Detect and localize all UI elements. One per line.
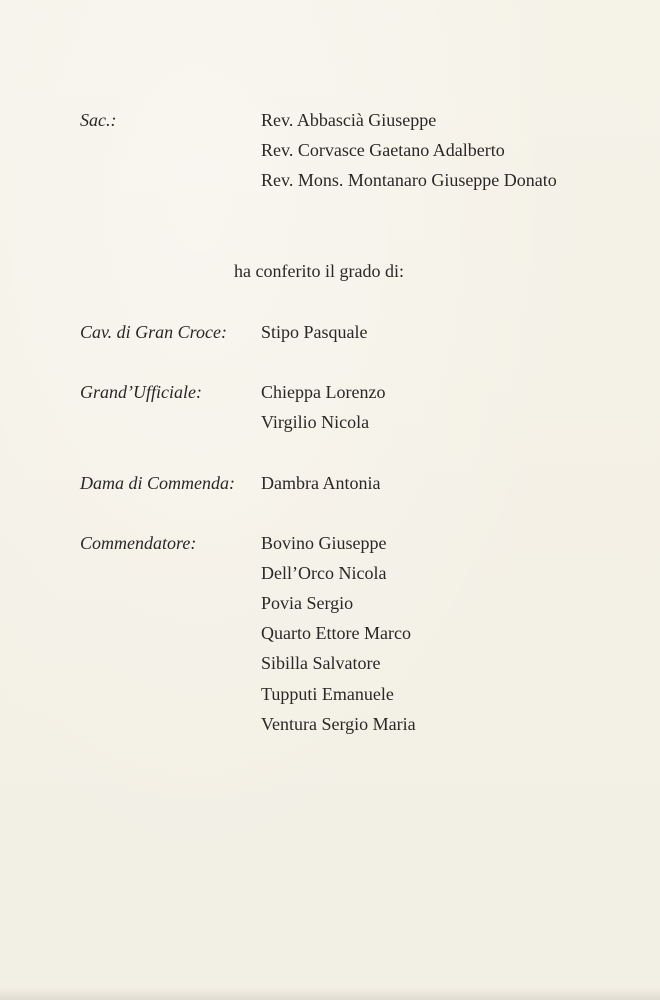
grand-ufficiale-name-1: Chieppa Lorenzo (261, 382, 386, 402)
gran-croce-row (0, 317, 660, 347)
commendatore-row-3 (0, 588, 660, 618)
grand-ufficiale-name-2: Virgilio Nicola (261, 412, 370, 432)
commendatore-name-4: Quarto Ettore Marco (261, 623, 411, 643)
grand-ufficiale-row-2 (0, 407, 660, 437)
dama-name-1: Dambra Antonia (261, 473, 381, 493)
page-bottom-edge (0, 988, 660, 1000)
commendatore-label: Commendatore: (80, 533, 197, 553)
dama-label: Dama di Commenda: (80, 473, 235, 493)
commendatore-row-7 (0, 709, 660, 739)
commendatore-row-4 (0, 618, 660, 648)
grand-ufficiale-label: Grand’Ufficiale: (80, 382, 202, 402)
gran-croce-name-1: Stipo Pasquale (261, 322, 368, 342)
commendatore-name-7: Ventura Sergio Maria (261, 714, 416, 734)
commendatore-name-3: Povia Sergio (261, 593, 354, 613)
commendatore-row-6 (0, 679, 660, 709)
commendatore-name-1: Bovino Giuseppe (261, 533, 387, 553)
commendatore-row-5 (0, 648, 660, 678)
commendatore-name-2: Dell’Orco Nicola (261, 563, 387, 583)
commendatore-row-1 (0, 528, 660, 558)
gran-croce-label: Cav. di Gran Croce: (80, 322, 227, 342)
commendatore-row-2 (0, 558, 660, 588)
sac-name-3: Rev. Mons. Montanaro Giuseppe Donato (261, 170, 557, 190)
intro-text: ha conferito il grado di: (234, 261, 404, 281)
commendatore-name-5: Sibilla Salvatore (261, 653, 381, 673)
sac-name-2: Rev. Corvasce Gaetano Adalberto (261, 140, 505, 160)
dama-row (0, 468, 660, 498)
sac-name-1: Rev. Abbascià Giuseppe (261, 110, 437, 130)
commendatore-name-6: Tupputi Emanuele (261, 684, 394, 704)
sac-label: Sac.: (80, 110, 117, 130)
sac-row-3 (0, 165, 660, 195)
grand-ufficiale-row-1 (0, 377, 660, 407)
sac-row-2 (0, 135, 660, 165)
sac-row-1 (0, 105, 660, 135)
